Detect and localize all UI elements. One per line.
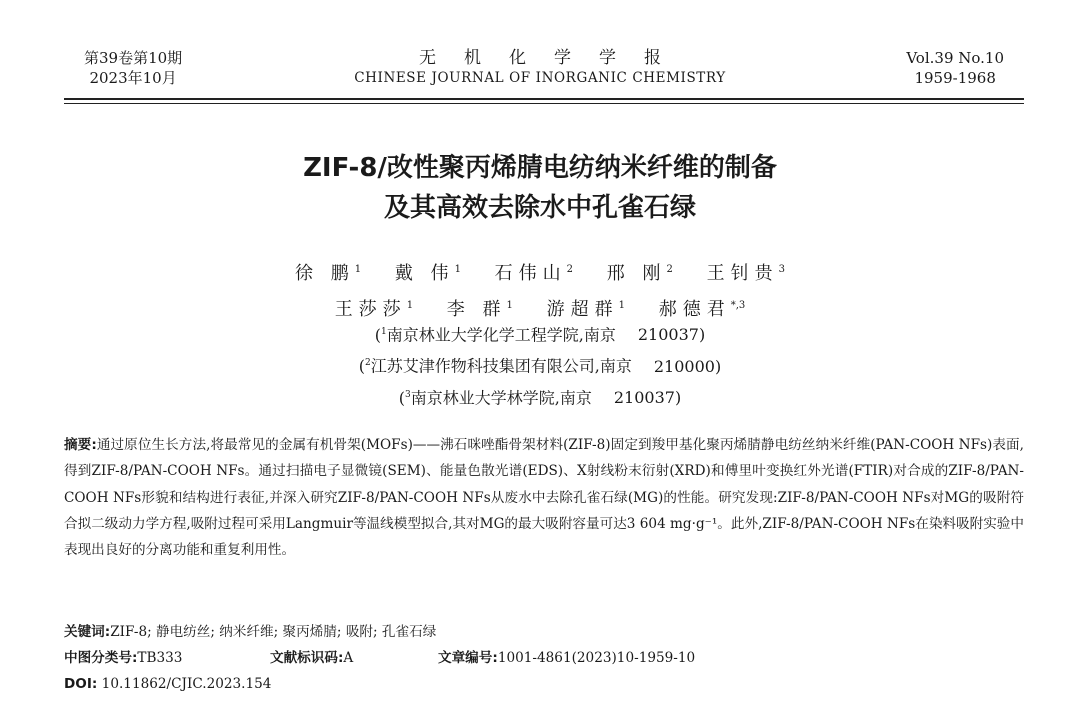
volume-issue-cn: 第39卷第10期 — [84, 49, 183, 67]
author-affiliation-mark: 1 — [454, 264, 461, 275]
affiliation-number: 3 — [405, 389, 411, 400]
classification-line — [64, 645, 1024, 671]
author-affiliation-mark: 1 — [406, 300, 414, 311]
abstract — [64, 432, 1024, 563]
affiliation: ($^1$南京林业大学化学工程学院,南京 210037) — [374, 325, 706, 345]
title-line-2: 及其高效去除水中孔雀石绿 — [383, 193, 696, 223]
article-number-label: 文章编号: — [438, 650, 498, 666]
affiliation-org: 江苏艾津作物科技集团有限公司,南京 — [370, 356, 632, 376]
document-code-value: A — [343, 650, 354, 666]
volume-issue-en: Vol.39 No.10 — [906, 49, 1004, 67]
document-code-label: 文献标识码: — [270, 650, 344, 666]
keywords-text: ZIF-8; 静电纺丝; 纳米纤维; 聚丙烯腈; 吸附; 孔雀石绿 — [110, 624, 437, 640]
author-affiliation-mark: *,3 — [730, 300, 746, 311]
journal-header — [64, 40, 1016, 98]
author-affiliation-mark: 1 — [506, 300, 513, 311]
date-cn: 2023年10月 — [89, 69, 177, 87]
header-right — [906, 48, 1004, 88]
keywords-label: 关键词: — [64, 624, 111, 640]
title-line-1: ZIF-8/改性聚丙烯腈电纺纳米纤维的制备 — [303, 153, 777, 183]
author-affiliation-mark: 2 — [566, 264, 574, 275]
author-affiliation-mark: 1 — [354, 264, 362, 275]
clc-value: TB333 — [137, 650, 183, 666]
affiliation-postcode: 210037) — [613, 387, 682, 407]
author — [295, 254, 361, 290]
page-range: 1959-1968 — [914, 69, 996, 87]
journal-name-cn: 无机化学学报 — [419, 48, 689, 68]
author — [395, 254, 461, 290]
affiliation: ($^3$南京林业大学林学院,南京 210037) — [398, 387, 682, 407]
author-name: 游超群 — [546, 299, 619, 320]
author-name: 徐 鹏 — [294, 263, 355, 284]
author — [495, 254, 573, 290]
article-number-value: 1001-4861(2023)10-1959-10 — [497, 650, 696, 666]
clc-number — [64, 645, 182, 671]
affiliation-postcode: 210000) — [653, 356, 722, 376]
author-list — [0, 254, 1080, 326]
affiliation-org: 南京林业大学林学院,南京 — [410, 387, 592, 407]
keywords — [64, 619, 436, 645]
author — [707, 254, 785, 290]
doi-label: DOI: — [64, 676, 98, 692]
author-row-1 — [0, 254, 1080, 290]
clc-label: 中图分类号: — [64, 650, 138, 666]
affiliation: ($^2$江苏艾津作物科技集团有限公司,南京 210000) — [358, 356, 722, 376]
author-affiliation-mark: 1 — [618, 300, 626, 311]
author-affiliation-mark: 3 — [778, 264, 785, 275]
doi-line — [64, 671, 271, 697]
author-name: 石伟山 — [494, 263, 567, 284]
document-code — [270, 645, 353, 671]
author-name: 戴 伟 — [394, 263, 455, 284]
affiliation-org: 南京林业大学化学工程学院,南京 — [386, 325, 616, 345]
author-name: 王莎莎 — [334, 299, 407, 320]
affiliation-postcode: 210037) — [637, 325, 706, 345]
header-rule-thick — [64, 98, 1024, 100]
author-name: 王钊贵 — [706, 263, 779, 284]
abstract-label: 摘要: — [64, 437, 97, 453]
paper-title — [0, 148, 1080, 228]
doi-value: 10.11862/CJIC.2023.154 — [101, 676, 272, 692]
author-name: 郝德君 — [658, 299, 731, 320]
affiliation-list — [0, 318, 1080, 412]
header-center — [64, 48, 1016, 88]
header-rule-thin — [64, 103, 1024, 104]
author-name: 邢 刚 — [606, 263, 667, 284]
affiliation-number: 1 — [381, 327, 387, 337]
affiliation-number: 2 — [365, 358, 371, 369]
author-affiliation-mark: 2 — [666, 264, 673, 275]
journal-name-en: CHINESE JOURNAL OF INORGANIC CHEMISTRY — [354, 70, 726, 86]
article-number — [438, 645, 695, 671]
author-name: 李 群 — [446, 299, 507, 320]
abstract-text: 通过原位生长方法,将最常见的金属有机骨架(MOFs)——沸石咪唑酯骨架材料(ZIF-8)固定到羧甲基化聚丙烯腈静电纺丝纳米纤维(PAN-COOH NFs)表面,得到ZIF-8/PAN-COOH NFs。通过扫描电子显微镜(SEM)、能量色散光谱(EDS)、X射线粉末衍射(XRD)和傅里叶变换红外光谱(FTIR)对合成的ZIF-8/PAN-COOH NFs形貌和结构进行表征,并深入研究ZIF-8/PAN-COOH NFs从废水中去除孔雀石绿(MG)的性能。研究发现:ZIF-8/PAN-COOH NFs对MG的吸附符合拟二级动力学方程,吸附过程可采用Langmuir等温线模型拟合,其对MG的最大吸附容量可达3 604 mg·g⁻¹。此外,ZIF-8/PAN-COOH NFs在染料吸附实验中表现出良好的分离功能和重复利用性。 — [64, 437, 1024, 559]
author — [607, 254, 673, 290]
